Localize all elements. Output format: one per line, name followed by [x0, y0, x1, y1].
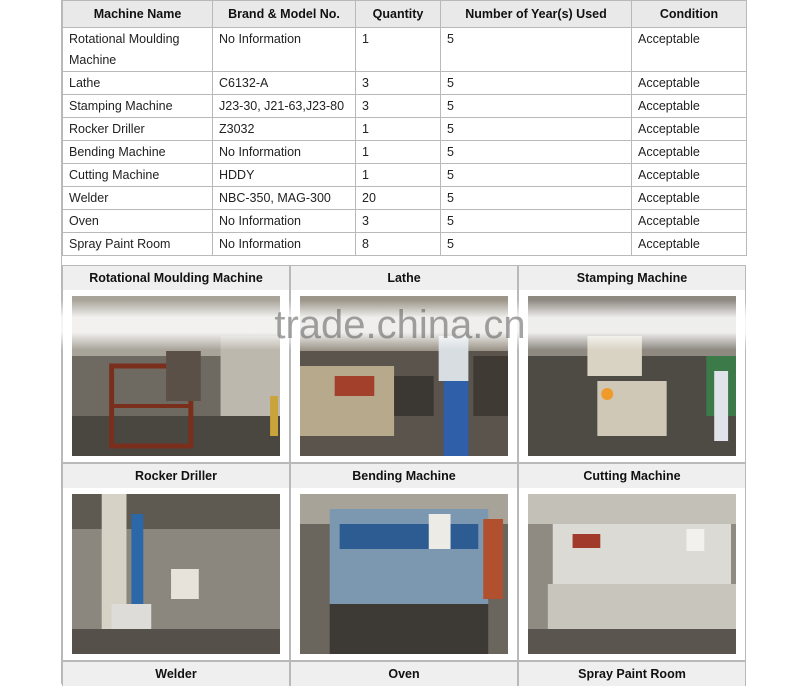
table-cell: Acceptable — [632, 118, 747, 141]
table-cell: 1 — [356, 28, 441, 72]
table-cell: Acceptable — [632, 187, 747, 210]
table-row — [63, 164, 747, 187]
table-row — [63, 233, 747, 256]
photo-cell — [62, 661, 290, 686]
table-cell: HDDY — [213, 164, 356, 187]
photo-label: Spray Paint Room — [519, 661, 745, 686]
photo-label: Bending Machine — [291, 463, 517, 488]
table-cell: 3 — [356, 210, 441, 233]
photo-label: Stamping Machine — [519, 265, 745, 290]
table-row — [63, 95, 747, 118]
table-cell: Lathe — [63, 72, 213, 95]
table-cell: Spray Paint Room — [63, 233, 213, 256]
photo-cell — [62, 265, 290, 463]
table-cell: NBC-350, MAG-300 — [213, 187, 356, 210]
photo-row — [62, 661, 746, 686]
table-cell: 5 — [441, 210, 632, 233]
table-cell: Stamping Machine — [63, 95, 213, 118]
photo-cell — [290, 463, 518, 661]
photo-label: Cutting Machine — [519, 463, 745, 488]
table-cell: 5 — [441, 95, 632, 118]
table-cell: 5 — [441, 118, 632, 141]
photo-rocker-driller — [72, 494, 280, 654]
table-cell: No Information — [213, 233, 356, 256]
watermark-text: trade.china.cn — [274, 303, 526, 347]
table-cell: 5 — [441, 72, 632, 95]
table-cell: Acceptable — [632, 141, 747, 164]
table-cell: Acceptable — [632, 72, 747, 95]
photo-cell — [518, 661, 746, 686]
photo-label: Welder — [63, 661, 289, 686]
table-row — [63, 28, 747, 72]
table-cell: Oven — [63, 210, 213, 233]
table-cell: Acceptable — [632, 28, 747, 72]
photo-bending-machine — [300, 494, 508, 654]
table-header-row — [63, 1, 747, 28]
table-cell: 8 — [356, 233, 441, 256]
table-cell: 1 — [356, 118, 441, 141]
table-row — [63, 187, 747, 210]
machine-table — [62, 0, 747, 256]
photo-label: Lathe — [291, 265, 517, 290]
table-cell: J23-30, J21-63,J23-80 — [213, 95, 356, 118]
table-cell: Rotational Moulding Machine — [63, 28, 213, 72]
table-cell: Welder — [63, 187, 213, 210]
col-machine-name: Machine Name — [63, 1, 213, 28]
table-cell: 1 — [356, 164, 441, 187]
photo-row — [62, 463, 746, 661]
table-cell: 1 — [356, 141, 441, 164]
photo-cell — [290, 661, 518, 686]
photo-label: Oven — [291, 661, 517, 686]
photo-cell — [62, 463, 290, 661]
table-cell: Z3032 — [213, 118, 356, 141]
col-brand-model: Brand & Model No. — [213, 1, 356, 28]
table-cell: Acceptable — [632, 210, 747, 233]
table-cell: Acceptable — [632, 95, 747, 118]
watermark-banner — [0, 300, 800, 350]
table-cell: 5 — [441, 141, 632, 164]
photo-label: Rotational Moulding Machine — [63, 265, 289, 290]
table-cell: No Information — [213, 210, 356, 233]
table-cell: 5 — [441, 187, 632, 210]
table-cell: 20 — [356, 187, 441, 210]
table-cell: Acceptable — [632, 164, 747, 187]
col-years-used: Number of Year(s) Used — [441, 1, 632, 28]
col-quantity: Quantity — [356, 1, 441, 28]
table-cell: 5 — [441, 233, 632, 256]
col-condition: Condition — [632, 1, 747, 28]
table-cell: 3 — [356, 95, 441, 118]
table-cell: 5 — [441, 28, 632, 72]
photo-label: Rocker Driller — [63, 463, 289, 488]
photo-cell — [518, 463, 746, 661]
table-cell: Acceptable — [632, 233, 747, 256]
table-row — [63, 72, 747, 95]
table-row — [63, 118, 747, 141]
table-row — [63, 141, 747, 164]
table-cell: No Information — [213, 28, 356, 72]
table-cell: Rocker Driller — [63, 118, 213, 141]
table-cell: 3 — [356, 72, 441, 95]
table-cell: 5 — [441, 164, 632, 187]
table-row — [63, 210, 747, 233]
table-cell: C6132-A — [213, 72, 356, 95]
table-cell: Cutting Machine — [63, 164, 213, 187]
photo-cutting-machine — [528, 494, 736, 654]
table-cell: No Information — [213, 141, 356, 164]
table-cell: Bending Machine — [63, 141, 213, 164]
photo-cell — [518, 265, 746, 463]
photo-cell — [290, 265, 518, 463]
photo-row — [62, 265, 746, 463]
